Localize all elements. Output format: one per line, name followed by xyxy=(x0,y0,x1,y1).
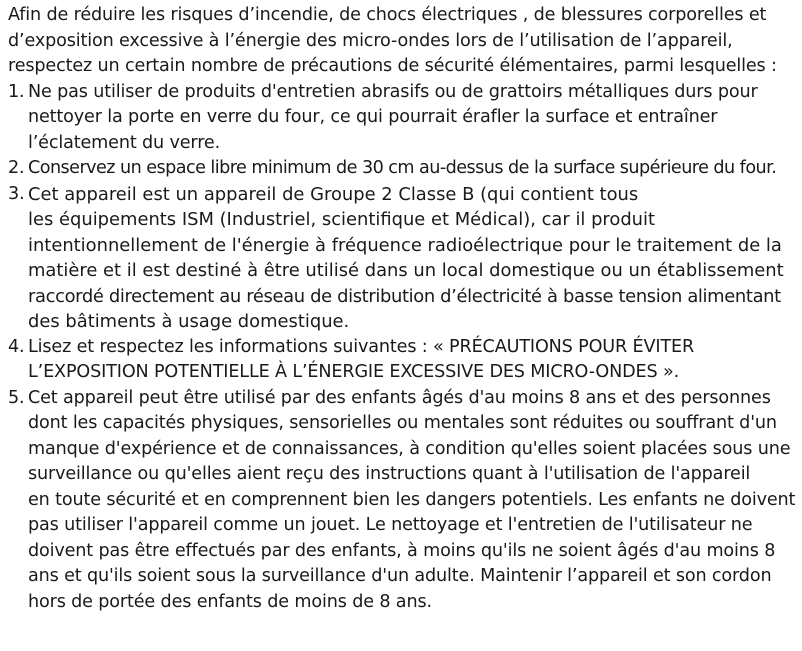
precaution-item-1 xyxy=(8,80,798,157)
item-line: en toute sécurité et en comprennent bien les dangers potentiels. Les enfants ne doivent xyxy=(28,489,796,510)
item-line: Cet appareil peut être utilisé par des enfants âgés d'au moins 8 ans et des personnes xyxy=(28,387,771,408)
item-line: doivent pas être effectués par des enfants, à moins qu'ils ne soient âgés d'au moins 8 xyxy=(28,540,776,561)
item-text xyxy=(28,156,798,182)
precaution-item-4 xyxy=(8,335,798,386)
item-line: Conservez un espace libre minimum de 30 cm au-dessus de la surface supérieure du four. xyxy=(28,158,777,178)
precaution-item-2 xyxy=(8,156,798,182)
item-text xyxy=(28,80,798,157)
intro-line: Afin de réduire les risques d’incendie, de chocs électriques , de blessures corporelles et xyxy=(8,5,767,25)
item-line: Lisez et respectez les informations suivantes : « PRÉCAUTIONS POUR ÉVITER xyxy=(28,336,695,357)
item-line: Ne pas utiliser de produits d'entretien abrasifs ou de grattoirs métalliques durs pour xyxy=(28,81,758,102)
item-line: ans et qu'ils soient sous la surveillance d'un adulte. Maintenir l’appareil et son cordon xyxy=(28,566,772,586)
item-line: des bâtiments à usage domestique. xyxy=(28,311,350,332)
item-line: intentionnellement de l'énergie à fréquence radioélectrique pour le traitement de la xyxy=(28,234,782,256)
item-line: nettoyer la porte en verre du four, ce qui pourrait érafler la surface et entraîner xyxy=(28,107,718,127)
intro-paragraph xyxy=(8,3,798,80)
item-text xyxy=(28,335,798,386)
item-number: 4. xyxy=(8,336,25,357)
item-line: manque d'expérience et de connaissances, à condition qu'elles soient placées sous une xyxy=(28,438,791,459)
intro-line: d’exposition excessive à l’énergie des micro-ondes lors de l’utilisation de l’appareil, xyxy=(8,30,733,51)
item-text xyxy=(28,182,798,335)
item-line: dont les capacités physiques, sensorielles ou mentales sont réduites ou souffrant d'un xyxy=(28,413,777,433)
item-line: surveillance ou qu'elles aient reçu des instructions quant à l'utilisation de l'appareil xyxy=(28,464,751,484)
item-line: les équipements ISM (Industriel, scientifique et Médical), car il produit xyxy=(28,209,656,230)
item-line: l’éclatement du verre. xyxy=(28,132,221,153)
item-line: matière et il est destiné à être utilisé dans un local domestique ou un établissement xyxy=(28,260,784,281)
item-number: 1. xyxy=(8,81,25,102)
intro-line: respectez un certain nombre de précautions de sécurité élémentaires, parmi lesquelles : xyxy=(8,56,777,76)
item-number: 5. xyxy=(8,387,25,408)
item-line: raccordé directement au réseau de distribution d’électricité à basse tension alimentant xyxy=(28,285,781,307)
precaution-item-3 xyxy=(8,182,798,335)
item-number: 2. xyxy=(8,158,25,178)
item-text xyxy=(28,386,798,616)
precaution-item-5 xyxy=(8,386,798,616)
item-line: Cet appareil est un appareil de Groupe 2 Classe B (qui contient tous xyxy=(28,183,639,205)
item-line: hors de portée des enfants de moins de 8 ans. xyxy=(28,591,432,612)
item-line: L’EXPOSITION POTENTIELLE À L’ÉNERGIE EXCESSIVE DES MICRO-ONDES ». xyxy=(28,362,680,382)
item-number: 3. xyxy=(8,183,25,204)
item-line: pas utiliser l'appareil comme un jouet. Le nettoyage et l'entretien de l'utilisateur ne xyxy=(28,515,753,535)
